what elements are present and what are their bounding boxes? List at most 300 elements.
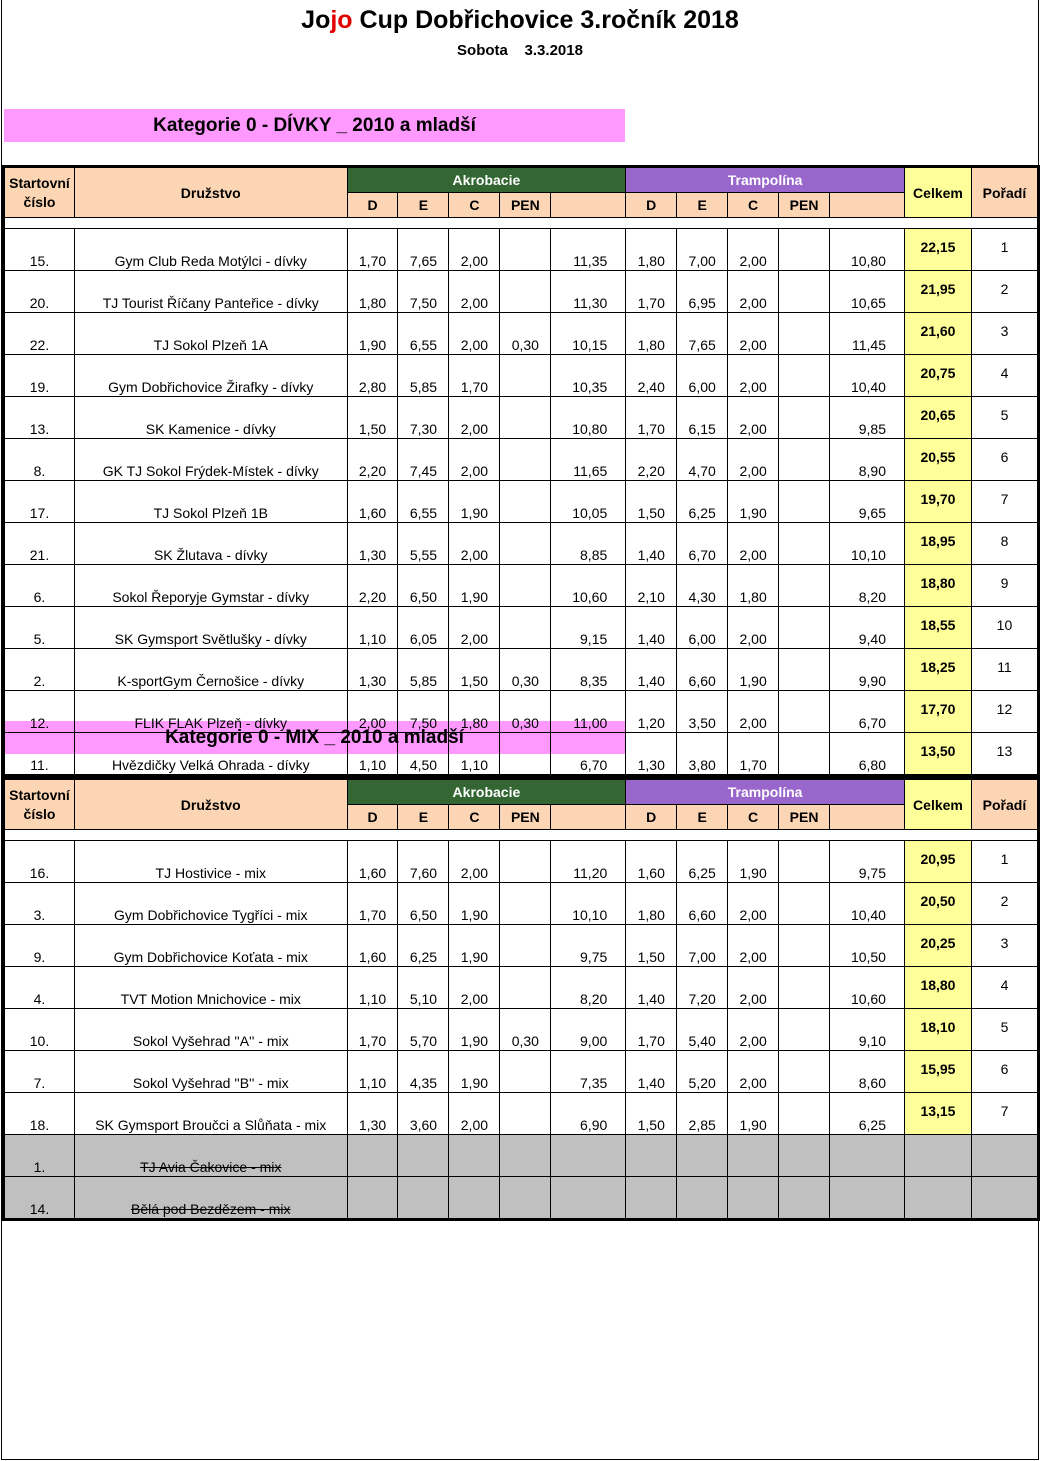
akro-e: 5,55: [398, 523, 449, 565]
rank: 11: [971, 649, 1038, 691]
total-score: 20,55: [904, 439, 971, 481]
tramp-c: 2,00: [728, 607, 779, 649]
akro-sum: 10,05: [551, 481, 626, 523]
rank: 4: [971, 355, 1038, 397]
tramp-c: 1,90: [728, 841, 779, 883]
akro-d: 1,10: [347, 967, 398, 1009]
tramp-d: 1,40: [626, 967, 677, 1009]
team-name: Sokol Vyšehrad ''B'' - mix: [74, 1051, 347, 1093]
akro-c: 1,90: [449, 925, 500, 967]
rank: 3: [971, 925, 1038, 967]
akro-pen: [500, 1135, 551, 1177]
tramp-pen: [779, 883, 830, 925]
table-row: [4, 523, 1039, 565]
team-name: SK Gymsport Broučci a Slůňata - mix: [74, 1093, 347, 1135]
table-row: [4, 733, 1039, 776]
category-title: Kategorie 0 - DÍVKY _ 2010 a mladší: [153, 115, 476, 136]
total-score: [904, 1177, 971, 1220]
tramp-d: 1,50: [626, 1093, 677, 1135]
tramp-c: 2,00: [728, 313, 779, 355]
header-akro-sum: [551, 193, 626, 218]
team-name: TJ Sokol Plzeň 1A: [74, 313, 347, 355]
tramp-d: 1,80: [626, 313, 677, 355]
akro-sum: 11,00: [551, 691, 626, 733]
tramp-pen: [779, 649, 830, 691]
spacer-cell: [677, 218, 728, 229]
akro-c: 2,00: [449, 841, 500, 883]
tramp-pen: [779, 967, 830, 1009]
tramp-pen: [779, 925, 830, 967]
header-tramp-d: D: [626, 805, 677, 830]
akro-c: 1,90: [449, 565, 500, 607]
team-name: TJ Avia Čakovice - mix: [74, 1135, 347, 1177]
start-number: 5.: [4, 607, 75, 649]
tramp-d: 2,40: [626, 355, 677, 397]
results-table: [2, 777, 1040, 1221]
akro-sum: 9,75: [551, 925, 626, 967]
tramp-sum: 10,10: [830, 523, 905, 565]
header-akro-c: C: [449, 805, 500, 830]
header-tramp-c: C: [728, 805, 779, 830]
total-score: 20,50: [904, 883, 971, 925]
rank: 10: [971, 607, 1038, 649]
tramp-e: 3,50: [677, 691, 728, 733]
spacer-cell: [449, 830, 500, 841]
tramp-sum: 9,85: [830, 397, 905, 439]
tramp-pen: [779, 523, 830, 565]
akro-c: 2,00: [449, 397, 500, 439]
start-number: 8.: [4, 439, 75, 481]
tramp-e: 2,85: [677, 1093, 728, 1135]
header-rank: Pořadí: [971, 167, 1038, 218]
tramp-c: 2,00: [728, 1009, 779, 1051]
tramp-e: 6,70: [677, 523, 728, 565]
start-number: 11.: [4, 733, 75, 776]
akro-pen: [500, 565, 551, 607]
tramp-c: [728, 1177, 779, 1220]
table-row: [4, 397, 1039, 439]
team-name: Gym Dobřichovice Tygříci - mix: [74, 883, 347, 925]
header-akro-c: C: [449, 193, 500, 218]
tramp-d: 1,50: [626, 481, 677, 523]
akro-e: 4,50: [398, 733, 449, 776]
tramp-e: 4,30: [677, 565, 728, 607]
tramp-c: 2,00: [728, 355, 779, 397]
akro-c: [449, 1177, 500, 1220]
akro-c: 1,10: [449, 733, 500, 776]
total-score: 18,55: [904, 607, 971, 649]
tramp-sum: 8,90: [830, 439, 905, 481]
rank: 2: [971, 271, 1038, 313]
tramp-e: 6,25: [677, 841, 728, 883]
akro-sum: 8,85: [551, 523, 626, 565]
tramp-e: 6,60: [677, 649, 728, 691]
tramp-sum: 10,50: [830, 925, 905, 967]
header-akrobacie: Akrobacie: [347, 779, 626, 805]
spacer-cell: [677, 830, 728, 841]
total-score: 18,10: [904, 1009, 971, 1051]
spacer-cell: [500, 218, 551, 229]
akro-d: 1,10: [347, 1051, 398, 1093]
akro-pen: 0,30: [500, 649, 551, 691]
header-start-number: Startovní číslo: [4, 167, 75, 218]
akro-sum: 10,60: [551, 565, 626, 607]
rank: 4: [971, 967, 1038, 1009]
table-row: [4, 1093, 1039, 1135]
tramp-d: 1,40: [626, 649, 677, 691]
akro-e: 3,60: [398, 1093, 449, 1135]
akro-c: 1,90: [449, 1051, 500, 1093]
akro-c: 1,90: [449, 1009, 500, 1051]
rank: 13: [971, 733, 1038, 776]
tramp-c: 2,00: [728, 883, 779, 925]
tramp-e: 7,00: [677, 229, 728, 271]
rank: 7: [971, 1093, 1038, 1135]
akro-e: 6,50: [398, 565, 449, 607]
akro-c: 2,00: [449, 439, 500, 481]
tramp-sum: 6,25: [830, 1093, 905, 1135]
tramp-sum: 8,20: [830, 565, 905, 607]
rank: 7: [971, 481, 1038, 523]
header-akrobacie: Akrobacie: [347, 167, 626, 193]
table-row: [4, 691, 1039, 733]
akro-pen: [500, 397, 551, 439]
akro-c: 2,00: [449, 607, 500, 649]
tramp-c: 2,00: [728, 229, 779, 271]
akro-d: 1,60: [347, 925, 398, 967]
table-row: [4, 1177, 1039, 1220]
akro-sum: 6,90: [551, 1093, 626, 1135]
tramp-pen: [779, 565, 830, 607]
team-name: FLIK FLAK Plzeň - dívky: [74, 691, 347, 733]
start-number: 2.: [4, 649, 75, 691]
spacer-cell: [347, 218, 398, 229]
tramp-d: 1,70: [626, 1009, 677, 1051]
akro-pen: 0,30: [500, 1009, 551, 1051]
akro-e: 4,35: [398, 1051, 449, 1093]
tramp-sum: 9,90: [830, 649, 905, 691]
akro-d: 1,30: [347, 1093, 398, 1135]
start-number: 1.: [4, 1135, 75, 1177]
total-score: 20,75: [904, 355, 971, 397]
tramp-sum: 10,40: [830, 883, 905, 925]
start-number: 15.: [4, 229, 75, 271]
start-number: 3.: [4, 883, 75, 925]
header-tramp-c: C: [728, 193, 779, 218]
header-tramp-d: D: [626, 193, 677, 218]
rank: 12: [971, 691, 1038, 733]
table-row: [4, 355, 1039, 397]
tramp-d: 1,80: [626, 229, 677, 271]
akro-e: 5,70: [398, 1009, 449, 1051]
akro-pen: [500, 481, 551, 523]
table-row: [4, 313, 1039, 355]
start-number: 22.: [4, 313, 75, 355]
spacer-cell: [728, 830, 779, 841]
tramp-c: 1,90: [728, 649, 779, 691]
tramp-pen: [779, 841, 830, 883]
header-akro-d: D: [347, 805, 398, 830]
tramp-sum: 10,60: [830, 967, 905, 1009]
tramp-e: 7,65: [677, 313, 728, 355]
tramp-e: [677, 1135, 728, 1177]
spacer-cell: [347, 830, 398, 841]
akro-sum: 11,35: [551, 229, 626, 271]
category-title: Kategorie 0 - MIX _ 2010 a mladší: [165, 727, 464, 748]
tramp-c: 2,00: [728, 397, 779, 439]
akro-d: 1,70: [347, 1009, 398, 1051]
table-row: [4, 967, 1039, 1009]
header-total: Celkem: [904, 779, 971, 830]
akro-sum: [551, 1177, 626, 1220]
tramp-c: 2,00: [728, 439, 779, 481]
spacer-cell: [830, 218, 905, 229]
tramp-e: 6,60: [677, 883, 728, 925]
akro-d: 1,10: [347, 607, 398, 649]
team-name: Bělá pod Bezdězem - mix: [74, 1177, 347, 1220]
table-row: [4, 1135, 1039, 1177]
start-number: 12.: [4, 691, 75, 733]
akro-c: 2,00: [449, 271, 500, 313]
tramp-pen: [779, 1135, 830, 1177]
page-subtitle: Sobota 3.3.2018: [457, 42, 583, 59]
total-score: 18,80: [904, 565, 971, 607]
team-name: TVT Motion Mnichovice - mix: [74, 967, 347, 1009]
page-title: Jojo Cup Dobřichovice 3.ročník 2018: [301, 6, 739, 34]
tramp-pen: [779, 1093, 830, 1135]
tramp-e: 5,20: [677, 1051, 728, 1093]
tramp-pen: [779, 1009, 830, 1051]
header-akro-pen: PEN: [500, 193, 551, 218]
rank: 6: [971, 1051, 1038, 1093]
rank: [971, 1135, 1038, 1177]
akro-e: 7,50: [398, 271, 449, 313]
rank: [971, 1177, 1038, 1220]
akro-d: 1,70: [347, 229, 398, 271]
total-score: 13,15: [904, 1093, 971, 1135]
akro-e: 5,10: [398, 967, 449, 1009]
akro-e: [398, 1177, 449, 1220]
tramp-d: [626, 1135, 677, 1177]
akro-d: 2,20: [347, 439, 398, 481]
tramp-sum: 11,45: [830, 313, 905, 355]
team-name: SK Kamenice - dívky: [74, 397, 347, 439]
akro-sum: 9,15: [551, 607, 626, 649]
table-row: [4, 271, 1039, 313]
total-score: [904, 1135, 971, 1177]
start-number: 20.: [4, 271, 75, 313]
akro-sum: [551, 1135, 626, 1177]
rank: 9: [971, 565, 1038, 607]
akro-c: 1,90: [449, 883, 500, 925]
tramp-e: 6,15: [677, 397, 728, 439]
akro-e: [398, 1135, 449, 1177]
start-number: 4.: [4, 967, 75, 1009]
akro-d: 1,80: [347, 271, 398, 313]
table-row: [4, 1051, 1039, 1093]
start-number: 6.: [4, 565, 75, 607]
akro-d: 1,30: [347, 649, 398, 691]
header-total: Celkem: [904, 167, 971, 218]
akro-e: 5,85: [398, 355, 449, 397]
spacer-cell: [971, 830, 1038, 841]
table-row: [4, 1009, 1039, 1051]
akro-pen: [500, 841, 551, 883]
tramp-pen: [779, 1051, 830, 1093]
header-akro-d: D: [347, 193, 398, 218]
akro-d: 1,10: [347, 733, 398, 776]
akro-e: 6,50: [398, 883, 449, 925]
akro-sum: 11,65: [551, 439, 626, 481]
akro-sum: 11,30: [551, 271, 626, 313]
akro-sum: 7,35: [551, 1051, 626, 1093]
tramp-pen: [779, 355, 830, 397]
tramp-pen: [779, 481, 830, 523]
rank: 1: [971, 229, 1038, 271]
akro-d: 1,60: [347, 841, 398, 883]
team-name: Hvězdičky Velká Ohrada - dívky: [74, 733, 347, 776]
akro-pen: [500, 607, 551, 649]
akro-c: 1,70: [449, 355, 500, 397]
team-name: K-sportGym Černošice - dívky: [74, 649, 347, 691]
tramp-d: 1,80: [626, 883, 677, 925]
akro-e: 6,55: [398, 481, 449, 523]
akro-pen: [500, 229, 551, 271]
akro-c: 1,80: [449, 691, 500, 733]
akro-c: 2,00: [449, 229, 500, 271]
spacer-cell: [779, 830, 830, 841]
tramp-e: 6,00: [677, 355, 728, 397]
akro-d: 2,20: [347, 565, 398, 607]
akro-pen: [500, 523, 551, 565]
header-tramp-sum: [830, 805, 905, 830]
team-name: SK Žlutava - dívky: [74, 523, 347, 565]
spacer-cell: [728, 218, 779, 229]
tramp-sum: [830, 1135, 905, 1177]
akro-pen: [500, 355, 551, 397]
team-name: TJ Tourist Říčany Panteřice - dívky: [74, 271, 347, 313]
akro-pen: [500, 883, 551, 925]
tramp-c: 2,00: [728, 691, 779, 733]
tramp-c: 1,70: [728, 733, 779, 776]
tramp-d: 1,30: [626, 733, 677, 776]
tramp-d: [626, 1177, 677, 1220]
spacer-cell: [904, 218, 971, 229]
tramp-pen: [779, 1177, 830, 1220]
akro-e: 7,30: [398, 397, 449, 439]
akro-e: 6,05: [398, 607, 449, 649]
tramp-pen: [779, 691, 830, 733]
tramp-pen: [779, 733, 830, 776]
akro-d: 1,90: [347, 313, 398, 355]
tramp-pen: [779, 313, 830, 355]
akro-c: 1,50: [449, 649, 500, 691]
tramp-c: 2,00: [728, 925, 779, 967]
tramp-e: 4,70: [677, 439, 728, 481]
akro-pen: [500, 271, 551, 313]
spacer-cell: [626, 218, 677, 229]
akro-sum: 11,20: [551, 841, 626, 883]
akro-pen: [500, 925, 551, 967]
team-name: Gym Club Reda Motýlci - dívky: [74, 229, 347, 271]
akro-pen: [500, 1051, 551, 1093]
total-score: 17,70: [904, 691, 971, 733]
akro-d: 1,50: [347, 397, 398, 439]
tramp-sum: 9,40: [830, 607, 905, 649]
table-row: [4, 439, 1039, 481]
total-score: 20,25: [904, 925, 971, 967]
tramp-d: 1,40: [626, 1051, 677, 1093]
akro-sum: 10,10: [551, 883, 626, 925]
akro-e: 7,50: [398, 691, 449, 733]
spacer-cell: [4, 218, 75, 229]
total-score: 22,15: [904, 229, 971, 271]
table-row: [4, 607, 1039, 649]
rank: 5: [971, 1009, 1038, 1051]
tramp-pen: [779, 607, 830, 649]
tramp-c: 1,80: [728, 565, 779, 607]
tramp-c: 1,90: [728, 1093, 779, 1135]
header-akro-pen: PEN: [500, 805, 551, 830]
team-name: SK Gymsport Světlušky - dívky: [74, 607, 347, 649]
spacer-cell: [551, 218, 626, 229]
akro-pen: [500, 1093, 551, 1135]
akro-e: 6,25: [398, 925, 449, 967]
akro-d: [347, 1135, 398, 1177]
akro-pen: 0,30: [500, 691, 551, 733]
header-akro-e: E: [398, 805, 449, 830]
total-score: 19,70: [904, 481, 971, 523]
akro-pen: [500, 967, 551, 1009]
tramp-c: 2,00: [728, 523, 779, 565]
rank: 1: [971, 841, 1038, 883]
akro-d: 2,00: [347, 691, 398, 733]
header-trampolina: Trampolína: [626, 779, 905, 805]
spacer-cell: [500, 830, 551, 841]
total-score: 18,25: [904, 649, 971, 691]
team-name: TJ Hostivice - mix: [74, 841, 347, 883]
tramp-pen: [779, 397, 830, 439]
tramp-e: 3,80: [677, 733, 728, 776]
tramp-c: 1,90: [728, 481, 779, 523]
rank: 3: [971, 313, 1038, 355]
start-number: 18.: [4, 1093, 75, 1135]
akro-d: 1,30: [347, 523, 398, 565]
header-tramp-sum: [830, 193, 905, 218]
tramp-sum: 6,70: [830, 691, 905, 733]
tramp-d: 1,20: [626, 691, 677, 733]
spacer-cell: [449, 218, 500, 229]
akro-e: 7,65: [398, 229, 449, 271]
total-score: 18,80: [904, 967, 971, 1009]
header-tramp-pen: PEN: [779, 805, 830, 830]
tramp-sum: [830, 1177, 905, 1220]
total-score: 15,95: [904, 1051, 971, 1093]
spacer-cell: [4, 830, 75, 841]
start-number: 21.: [4, 523, 75, 565]
header-team: Družstvo: [74, 779, 347, 830]
tramp-c: [728, 1135, 779, 1177]
tramp-d: 1,40: [626, 607, 677, 649]
spacer-cell: [626, 830, 677, 841]
akro-d: 2,80: [347, 355, 398, 397]
total-score: 20,65: [904, 397, 971, 439]
start-number: 19.: [4, 355, 75, 397]
tramp-e: 7,00: [677, 925, 728, 967]
tramp-c: 2,00: [728, 967, 779, 1009]
team-name: GK TJ Sokol Frýdek-Místek - dívky: [74, 439, 347, 481]
total-score: 21,95: [904, 271, 971, 313]
